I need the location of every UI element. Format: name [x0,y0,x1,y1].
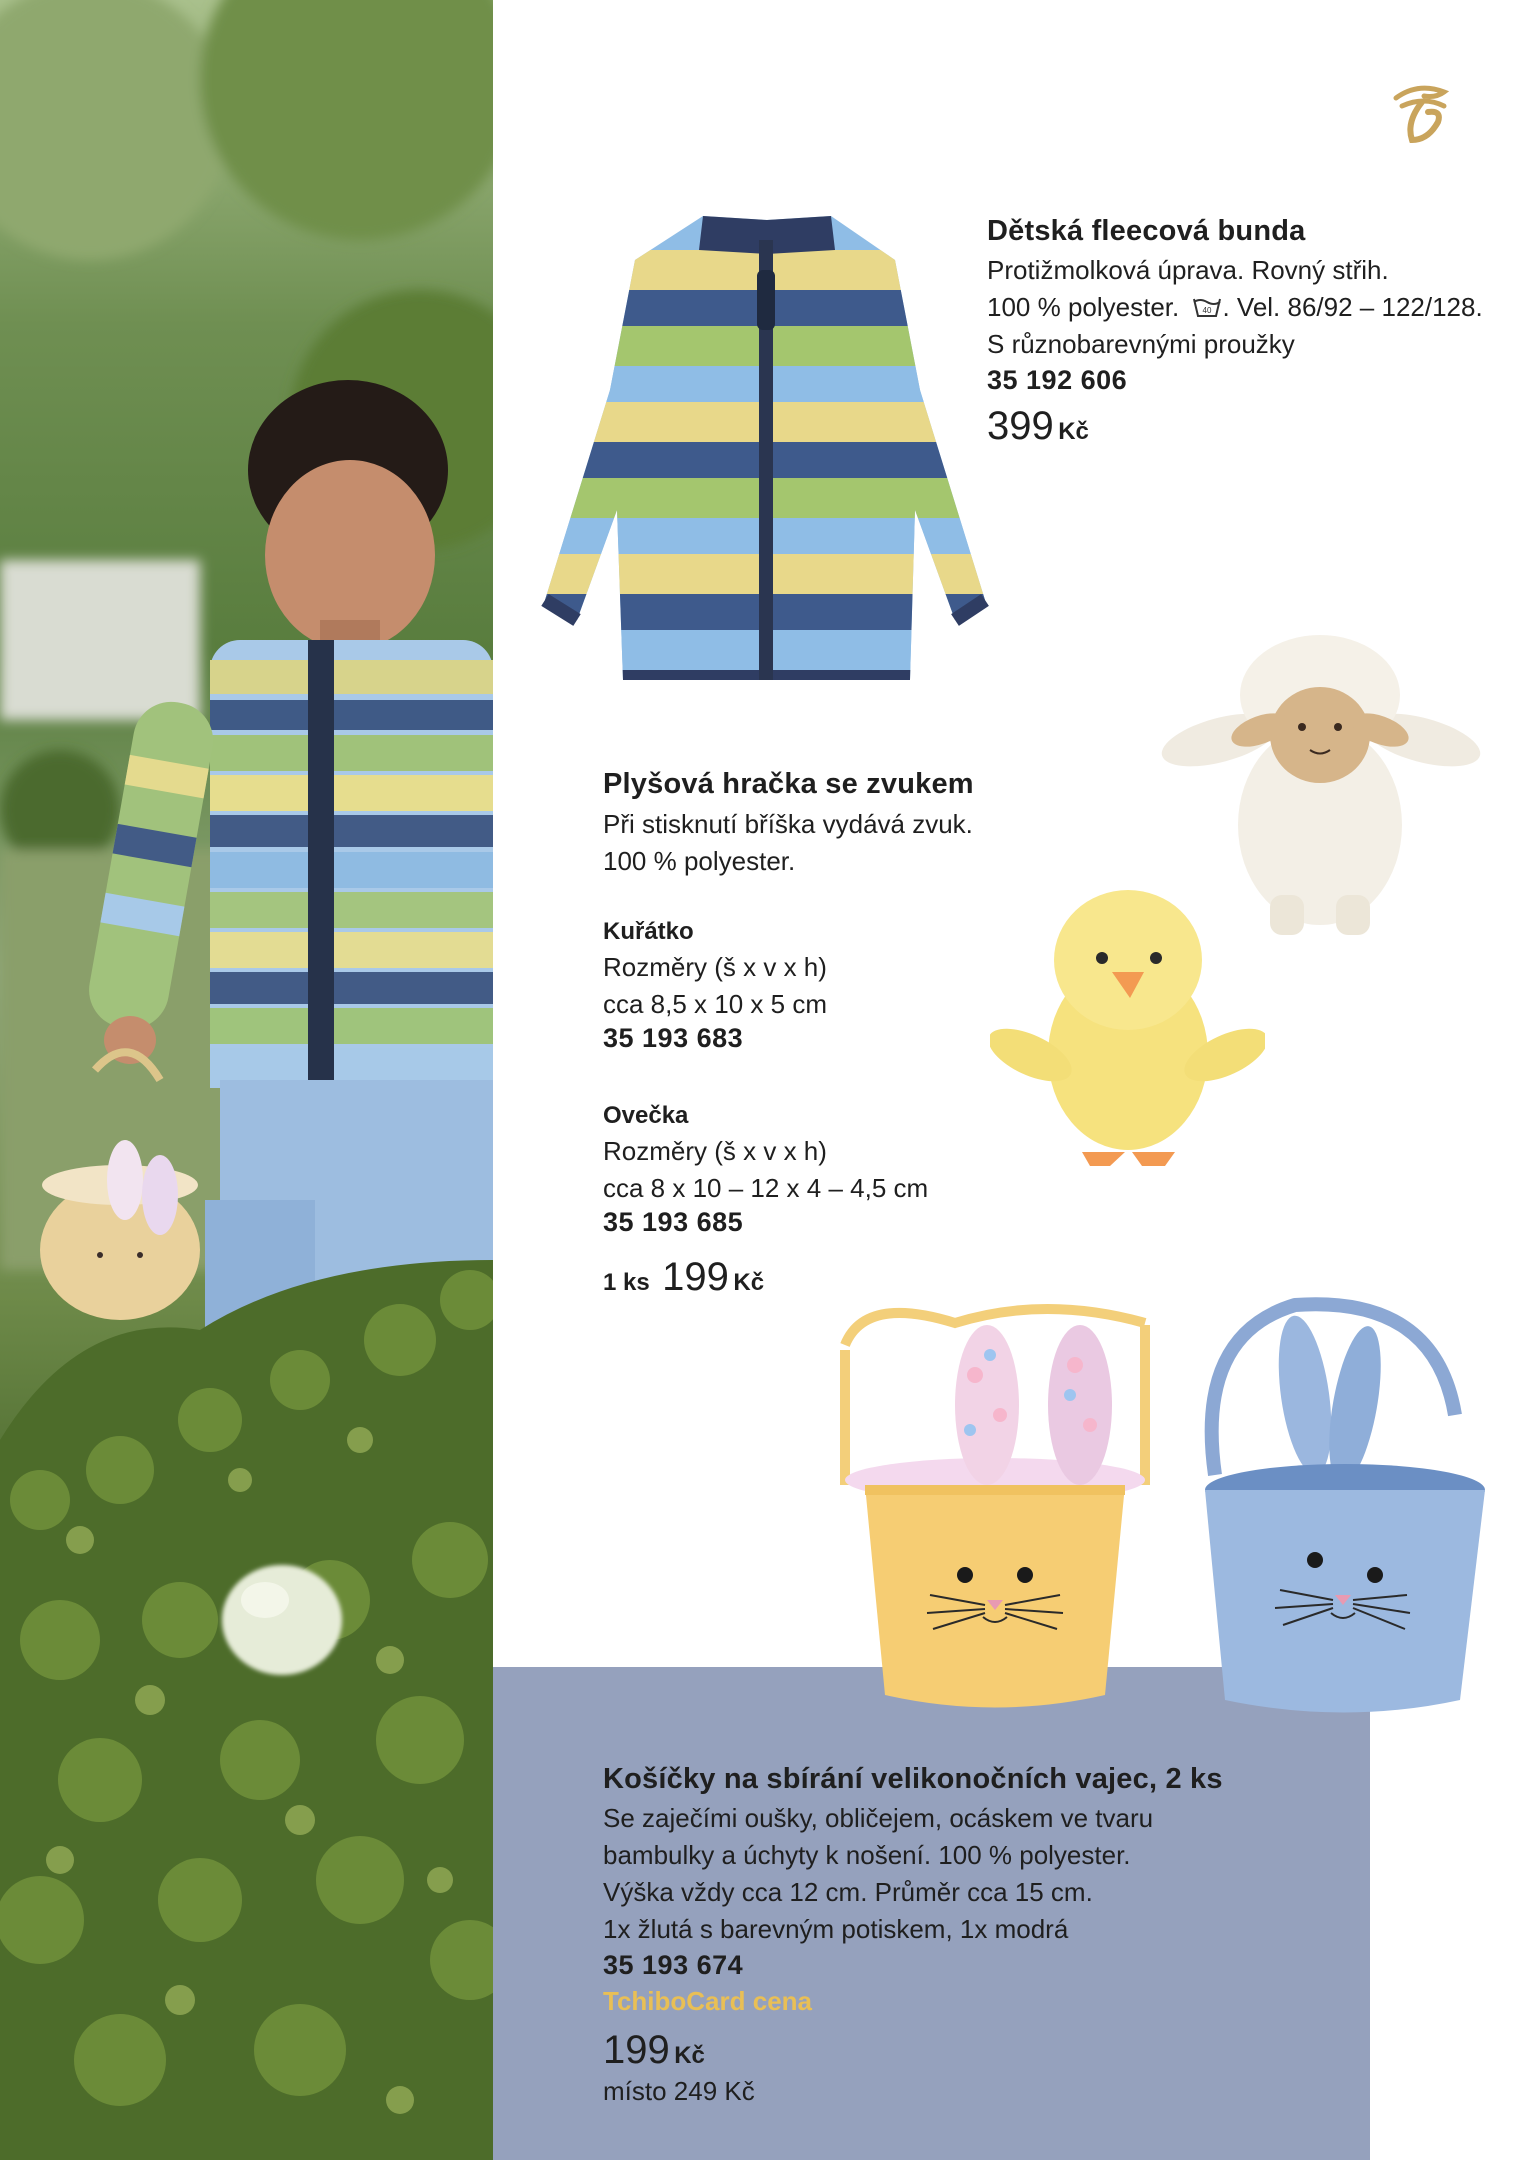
wash-40-icon [1192,296,1222,318]
sheep-dims: cca 8 x 10 – 12 x 4 – 4,5 cm [603,1173,929,1203]
baskets-desc-line: Výška vždy cca 12 cm. Průměr cca 15 cm. [603,1877,1093,1907]
baskets-old-price: místo 249 Kč [603,2076,755,2106]
sheep-variant [603,1102,928,1238]
fleece-jacket-image [535,210,995,685]
plush-price [603,1255,764,1300]
plush-unit: 1 ks [603,1269,650,1296]
plush-price-value: 199 [662,1255,729,1299]
jacket-title: Dětská fleecová bunda [987,215,1306,247]
plush-title: Plyšová hračka se zvukem [603,768,974,800]
plush-desc-line: 100 % polyester. [603,846,796,876]
chick-variant [603,918,827,1054]
chick-dims: cca 8,5 x 10 x 5 cm [603,989,827,1019]
jacket-price-value: 399 [987,404,1054,448]
baskets-title: Košíčky na sbírání velikonočních vajec, 2 ks [603,1763,1223,1795]
tchibo-logo-icon[interactable] [1388,78,1452,148]
hero-photo-boy-easter-hunt [0,0,493,2160]
wash-temp-label: 40 [1203,306,1212,315]
baskets-price [603,2028,705,2073]
jacket-desc-line: Protižmolková úprava. Rovný střih. [987,255,1389,285]
baskets-description [603,1800,1153,1948]
plush-currency: Kč [733,1269,765,1296]
jacket-currency: Kč [1058,418,1089,445]
jacket-price [987,404,1089,449]
baskets-desc-line: Se zaječími oušky, obličejem, ocáskem ve tvaru [603,1803,1154,1833]
baskets-article-number: 35 193 674 [603,1950,744,1980]
jacket-desc-line: S různobarevnými proužky [987,329,1295,359]
sheep-article-number: 35 193 685 [603,1207,744,1237]
chick-article-number: 35 193 683 [603,1023,744,1053]
plush-chick-image [990,880,1265,1180]
chick-dim-label: Rozměry (š x v x h) [603,952,827,982]
baskets-desc-line: 1x žlutá s barevným potiskem, 1x modrá [603,1914,1069,1944]
sheep-dim-label: Rozměry (š x v x h) [603,1136,827,1166]
chick-name: Kuřátko [603,918,694,945]
baskets-desc-line: bambulky a úchyty k nošení. 100 % polyester. [603,1840,1131,1870]
sheep-name: Ovečka [603,1102,689,1129]
plush-desc-line: Při stisknutí bříška vydává zvuk. [603,809,973,839]
plush-description [603,806,973,880]
jacket-description [987,252,1483,363]
baskets-currency: Kč [674,2042,705,2069]
easter-baskets-image [835,1295,1485,1720]
jacket-sizes: . Vel. 86/92 – 122/128. [1222,292,1483,322]
tchibocard-price-label: TchiboCard cena [603,1986,813,2016]
jacket-material: 100 % polyester. [987,292,1180,322]
jacket-article-number: 35 192 606 [987,365,1128,395]
jacket-desc-line [987,289,1483,326]
baskets-price-value: 199 [603,2028,670,2072]
